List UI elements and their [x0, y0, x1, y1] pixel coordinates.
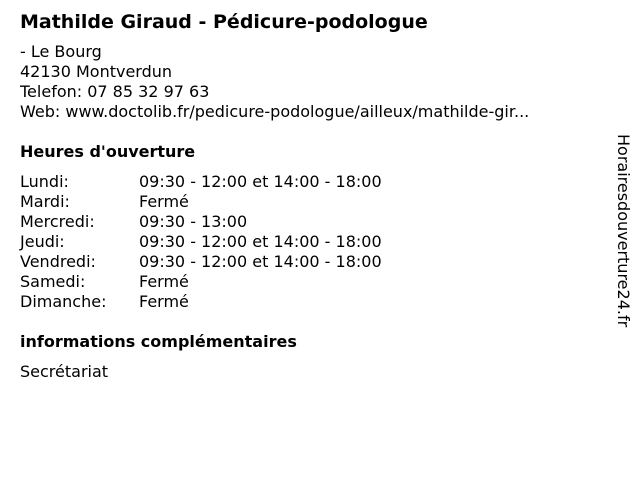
website-link[interactable]: Web: www.doctolib.fr/pedicure-podologue/ailleux/mathilde-gir...	[20, 102, 530, 121]
day-label: Jeudi:	[20, 232, 65, 251]
hours-row-friday	[20, 252, 600, 272]
hours-row-saturday	[20, 272, 600, 292]
hours-row-wednesday	[20, 212, 600, 232]
day-label: Vendredi:	[20, 252, 96, 271]
hours-row-thursday	[20, 232, 600, 252]
day-label: Samedi:	[20, 272, 86, 291]
site-watermark: Horairesdouverture24.fr	[614, 134, 633, 328]
day-label: Mercredi:	[20, 212, 95, 231]
postal-city: 42130 Montverdun	[20, 62, 173, 81]
day-hours: 09:30 - 12:00 et 14:00 - 18:00	[139, 232, 382, 251]
street-address: - Le Bourg	[20, 42, 102, 61]
business-card	[20, 10, 600, 382]
additional-info-heading: informations complémentaires	[20, 332, 297, 351]
day-label: Dimanche:	[20, 292, 107, 311]
day-label: Lundi:	[20, 172, 69, 191]
day-hours: 09:30 - 13:00	[139, 212, 248, 231]
hours-row-monday	[20, 172, 600, 192]
opening-hours-heading: Heures d'ouverture	[20, 142, 196, 161]
additional-info-text: Secrétariat	[20, 362, 109, 381]
hours-row-tuesday	[20, 192, 600, 212]
day-hours: Fermé	[139, 272, 189, 291]
day-hours: Fermé	[139, 192, 189, 211]
day-hours: 09:30 - 12:00 et 14:00 - 18:00	[139, 252, 382, 271]
phone-number: Telefon: 07 85 32 97 63	[20, 82, 210, 101]
day-hours: 09:30 - 12:00 et 14:00 - 18:00	[139, 172, 382, 191]
opening-hours-table	[20, 172, 600, 312]
contact-block	[20, 42, 600, 122]
business-title: Mathilde Giraud - Pédicure-podologue	[20, 11, 428, 33]
day-label: Mardi:	[20, 192, 70, 211]
day-hours: Fermé	[139, 292, 189, 311]
hours-row-sunday	[20, 292, 600, 312]
